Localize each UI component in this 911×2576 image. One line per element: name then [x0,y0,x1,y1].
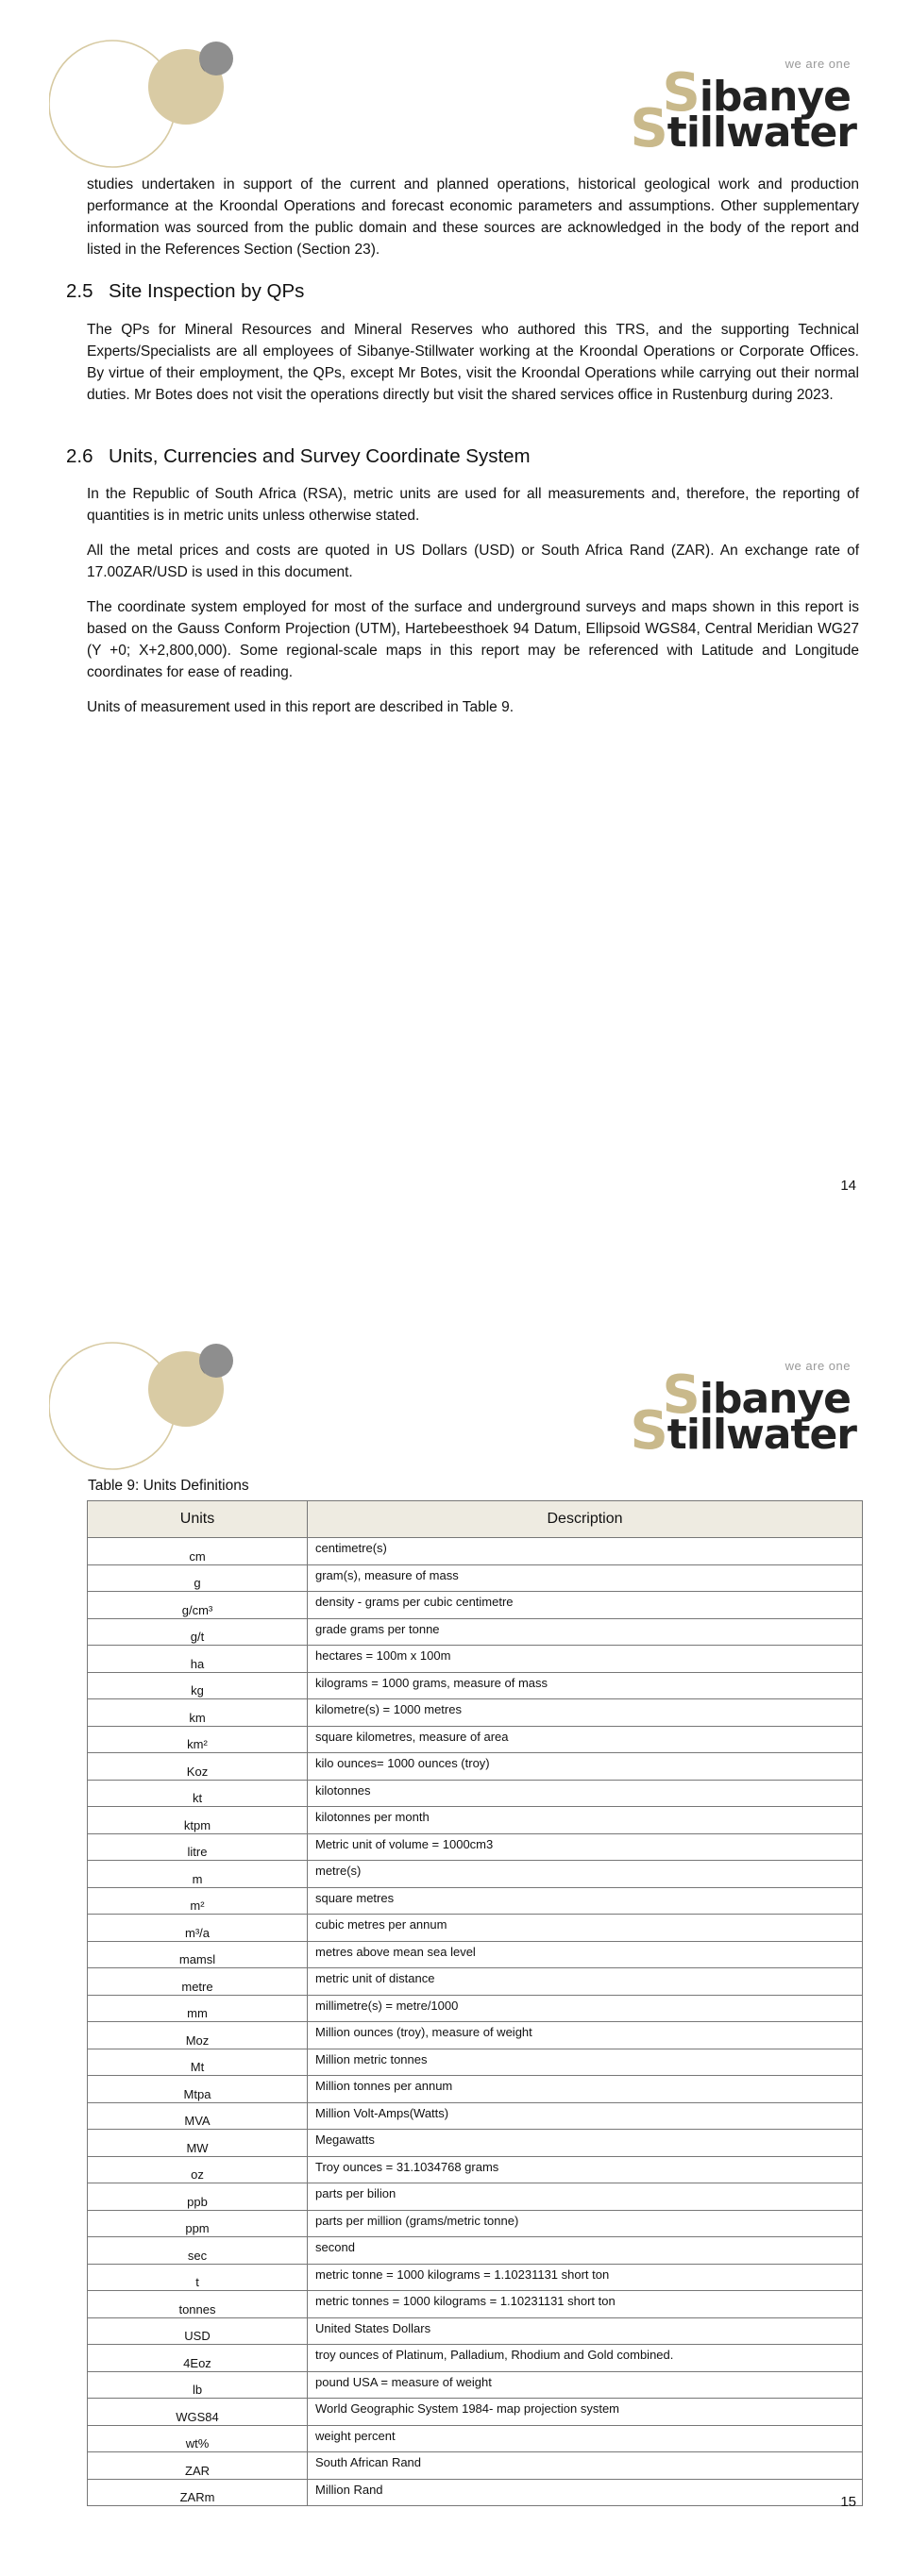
section-2-6-body [87,483,859,731]
unit-cell: MVA [88,2102,308,2130]
table-row [88,2049,863,2076]
page-number: 14 [840,1178,856,1194]
table-row [88,2183,863,2211]
currency-paragraph: All the metal prices and costs are quoted in US Dollars (USD) or South Africa Rand (ZAR). An exchange rate of 17.00ZAR/USD is used in this document. [87,543,859,580]
unit-cell: m [88,1861,308,1888]
table-row [88,1672,863,1699]
sibanye-stillwater-logo [630,1355,856,1462]
table-row [88,2237,863,2265]
units-definitions-table [87,1500,863,2506]
table-row [88,1618,863,1646]
description-cell: grade grams per tonne [308,1618,863,1646]
unit-cell: cm [88,1538,308,1565]
description-cell: metres above mean sea level [308,1941,863,1968]
unit-cell: t [88,2264,308,2291]
table-body [88,1538,863,2506]
description-cell: metric tonne = 1000 kilograms = 1.10231131 short ton [308,2264,863,2291]
logo-line-sibanye: Sibanye [662,1364,851,1426]
table-row [88,1780,863,1807]
unit-cell: ZAR [88,2452,308,2480]
description-cell: Million ounces (troy), measure of weight [308,2022,863,2049]
table-row [88,1915,863,1942]
unit-cell: Koz [88,1753,308,1781]
description-cell: World Geographic System 1984- map projection system [308,2399,863,2426]
description-cell: metric unit of distance [308,1968,863,1996]
description-cell: Million Rand [308,2479,863,2506]
logo-line-sibanye: Sibanye [662,62,851,124]
table-row [88,1646,863,1673]
decorative-circles-graphic [49,1340,238,1477]
table-row [88,2345,863,2372]
unit-cell: sec [88,2237,308,2265]
table-row [88,2130,863,2157]
description-cell: kilo ounces= 1000 ounces (troy) [308,1753,863,1781]
section-2-5-paragraph: The QPs for Mineral Resources and Mineral Reserves who authored this TRS, and the supporting Technical Experts/Specialists are all employees of Sibanye-Stillwater working at the Kroondal Operations or Corporate Offices. By virtue of their employment, the QPs, except Mr Botes, visit the Kroondal Operations while carrying out their normal duties. Mr Botes does not visit the operations directly but visit the shared services office in Rustenburg during 2023. [87,322,859,403]
logo-tagline: we are one [784,1359,851,1373]
description-cell: kilometre(s) = 1000 metres [308,1699,863,1727]
table-row [88,1861,863,1888]
unit-cell: litre [88,1833,308,1861]
table-row [88,2291,863,2318]
table-row [88,1968,863,1996]
table-row [88,2076,863,2103]
logo-line-stillwater: Stillwater [630,1400,856,1462]
description-cell: kilotonnes per month [308,1807,863,1834]
unit-cell: g/cm³ [88,1592,308,1619]
table-row [88,1538,863,1565]
unit-cell: ZARm [88,2479,308,2506]
unit-cell: tonnes [88,2291,308,2318]
description-cell: square kilometres, measure of area [308,1726,863,1753]
table-row [88,2156,863,2183]
table-row [88,1887,863,1915]
description-cell: Million metric tonnes [308,2049,863,2076]
page-number: 15 [840,2494,856,2510]
unit-cell: Mtpa [88,2076,308,2103]
unit-cell: USD [88,2317,308,2345]
unit-cell: metre [88,1968,308,1996]
description-cell: Megawatts [308,2130,863,2157]
table-row [88,1941,863,1968]
intro-block [87,174,859,274]
unit-cell: WGS84 [88,2399,308,2426]
description-cell: kilograms = 1000 grams, measure of mass [308,1672,863,1699]
table-row [88,1564,863,1592]
unit-cell: ktpm [88,1807,308,1834]
unit-cell: mamsl [88,1941,308,1968]
table-row [88,2317,863,2345]
description-cell: Troy ounces = 31.1034768 grams [308,2156,863,2183]
unit-cell: g [88,1564,308,1592]
unit-cell: kg [88,1672,308,1699]
section-2-5-body [87,319,859,419]
description-cell: metric tonnes = 1000 kilograms = 1.10231131 short ton [308,2291,863,2318]
unit-cell: oz [88,2156,308,2183]
unit-cell: Moz [88,2022,308,2049]
description-cell: density - grams per cubic centimetre [308,1592,863,1619]
table-row [88,2452,863,2480]
table-row [88,1699,863,1727]
unit-cell: lb [88,2371,308,2399]
unit-cell: MW [88,2130,308,2157]
page-15 [0,1312,911,2576]
description-cell: pound USA = measure of weight [308,2371,863,2399]
table-row [88,1753,863,1781]
table-row [88,2371,863,2399]
unit-cell: Mt [88,2049,308,2076]
unit-cell: kt [88,1780,308,1807]
description-cell: Million tonnes per annum [308,2076,863,2103]
description-cell: parts per bilion [308,2183,863,2211]
logo-line-stillwater: Stillwater [630,98,856,159]
unit-cell: km² [88,1726,308,1753]
decorative-circles-graphic [49,38,238,175]
description-cell: weight percent [308,2425,863,2452]
unit-cell: g/t [88,1618,308,1646]
section-heading-2-5: 2.5 Site Inspection by QPs [66,280,305,302]
column-header-units: Units [88,1501,308,1538]
description-cell: second [308,2237,863,2265]
column-header-description: Description [308,1501,863,1538]
table-row [88,1995,863,2022]
unit-cell: wt% [88,2425,308,2452]
description-cell: cubic metres per annum [308,1915,863,1942]
table-header-row [88,1501,863,1538]
table-row [88,2425,863,2452]
table-row [88,2399,863,2426]
sibanye-stillwater-logo [630,53,856,159]
table-row [88,2479,863,2506]
unit-cell: ha [88,1646,308,1673]
description-cell: Metric unit of volume = 1000cm3 [308,1833,863,1861]
section-heading-2-6: 2.6 Units, Currencies and Survey Coordinate System [66,445,531,467]
description-cell: hectares = 100m x 100m [308,1646,863,1673]
logo-tagline: we are one [784,57,851,71]
unit-cell: 4Eoz [88,2345,308,2372]
description-cell: United States Dollars [308,2317,863,2345]
unit-cell: ppm [88,2210,308,2237]
unit-cell: mm [88,1995,308,2022]
table-row [88,2264,863,2291]
table-row [88,2102,863,2130]
description-cell: metre(s) [308,1861,863,1888]
description-cell: square metres [308,1887,863,1915]
table-row [88,2022,863,2049]
description-cell: gram(s), measure of mass [308,1564,863,1592]
units-paragraph: In the Republic of South Africa (RSA), metric units are used for all measurements and, therefore, the reporting of quantities is in metric units unless otherwise stated. [87,486,859,524]
table-caption: Table 9: Units Definitions [88,1478,249,1494]
table-row [88,1592,863,1619]
table-row [88,1833,863,1861]
description-cell: parts per million (grams/metric tonne) [308,2210,863,2237]
description-cell: kilotonnes [308,1780,863,1807]
unit-cell: m² [88,1887,308,1915]
coordinate-paragraph: The coordinate system employed for most of the surface and underground surveys and maps shown in this report is based on the Gauss Conform Projection (UTM), Hartebeesthoek 94 Datum, Ellipsoid WGS84, Central Meridian WG27 (Y +0; X+2,800,000). Some regional-scale maps in this report may be referenced with Latitude and Longitude coordinates for ease of reading. [87,599,859,680]
table-reference-paragraph: Units of measurement used in this report are described in Table 9. [87,699,515,715]
table-row [88,2210,863,2237]
description-cell: Million Volt-Amps(Watts) [308,2102,863,2130]
unit-cell: m³/a [88,1915,308,1942]
unit-cell: ppb [88,2183,308,2211]
intro-paragraph: studies undertaken in support of the current and planned operations, historical geological work and production performance at the Kroondal Operations and forecast economic parameters and assumptions. Other supplementary information was sourced from the public domain and these sources are acknowledged in the body of the report and listed in the References Section (Section 23). [87,176,859,258]
description-cell: centimetre(s) [308,1538,863,1565]
table-row [88,1807,863,1834]
description-cell: South African Rand [308,2452,863,2480]
description-cell: troy ounces of Platinum, Palladium, Rhodium and Gold combined. [308,2345,863,2372]
table-row [88,1726,863,1753]
unit-cell: km [88,1699,308,1727]
description-cell: millimetre(s) = metre/1000 [308,1995,863,2022]
